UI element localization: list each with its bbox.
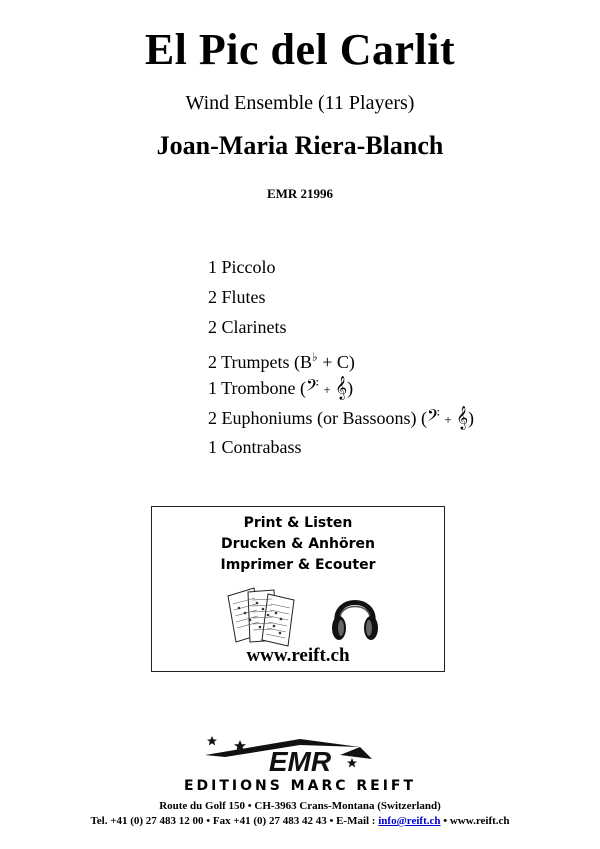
instrument-clarinets: 2 Clarinets xyxy=(208,317,287,337)
contact-phone-fax: Tel. +41 (0) 27 483 12 00 • Fax +41 (0) 27 483 42 43 • E-Mail : xyxy=(90,815,379,827)
publisher-name: EDITIONS MARC REIFT xyxy=(183,778,417,794)
logo-text: EMR xyxy=(268,746,332,777)
flat-sign: ♭ xyxy=(312,350,318,364)
plus-sign: + xyxy=(323,382,331,397)
instrument-euphoniums xyxy=(208,405,474,435)
instrument-piccolo: 1 Piccolo xyxy=(208,257,276,277)
publisher-address: Route du Golf 150 • CH-3963 Crans-Montana (Switzerland) xyxy=(159,800,441,812)
promo-line-2: Drucken & Anhören xyxy=(221,536,375,552)
promo-line-3: Imprimer & Ecouter xyxy=(220,557,376,573)
trombone-label: 1 Trombone ( xyxy=(208,378,307,398)
bass-clef-icon: 𝄢 xyxy=(427,405,440,429)
bass-clef-icon: 𝄢 xyxy=(306,375,319,399)
instrument-trumpets xyxy=(208,345,474,375)
instrument-trombone xyxy=(208,375,474,405)
instrument-flutes: 2 Flutes xyxy=(208,287,266,307)
trumpets-label: 2 Trumpets (B xyxy=(208,352,313,372)
sheet-music-icon xyxy=(224,586,300,648)
trumpets-label-end: + C) xyxy=(317,352,355,372)
treble-clef-icon: 𝄞 xyxy=(456,405,469,429)
publisher-contact xyxy=(0,815,600,827)
headphones-icon xyxy=(330,586,380,648)
instrument-contrabass: 1 Contrabass xyxy=(208,437,302,457)
close-paren: ) xyxy=(347,378,354,398)
treble-clef-icon: 𝄞 xyxy=(335,375,348,399)
email-link[interactable]: info@reift.ch xyxy=(378,815,441,827)
catalog-number: EMR 21996 xyxy=(266,186,334,201)
euphoniums-label: 2 Euphoniums (or Bassoons) ( xyxy=(208,408,427,428)
subtitle: Wind Ensemble (11 Players) xyxy=(185,92,415,114)
promo-line-1: Print & Listen xyxy=(243,515,353,531)
contact-website: • www.reift.ch xyxy=(440,815,510,827)
close-paren: ) xyxy=(468,408,475,428)
promo-url[interactable]: www.reift.ch xyxy=(246,645,350,666)
plus-sign: + xyxy=(444,412,452,427)
instrumentation-list xyxy=(208,255,474,465)
page-title: El Pic del Carlit xyxy=(144,25,456,74)
print-listen-box xyxy=(151,506,445,672)
promo-icons xyxy=(152,586,444,648)
composer-name: Joan-Maria Riera-Blanch xyxy=(156,131,444,160)
